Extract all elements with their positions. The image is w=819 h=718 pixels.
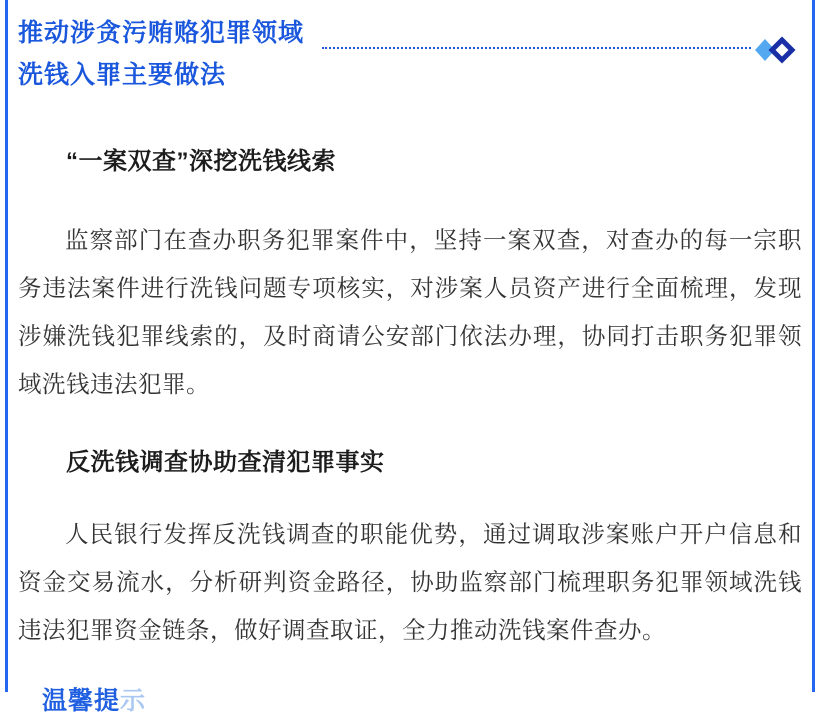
page-right-border [812, 0, 815, 692]
page-title-line2: 洗钱入罪主要做法 [18, 61, 227, 89]
dotted-divider [322, 47, 751, 49]
next-section-heading-accent: 示 [120, 687, 147, 715]
page-title-line1: 推动涉贪污贿赂犯罪领域 [18, 19, 305, 47]
subsection-heading-case-double-check: “一案双查”深挖洗钱线索 [66, 148, 336, 175]
next-section-heading-clipped [42, 684, 146, 718]
subsection-heading-aml-investigation: 反洗钱调查协助查清犯罪事实 [66, 449, 385, 476]
paragraph-supervision-departments: 监察部门在查办职务犯罪案件中，坚持一案双查，对查办的每一宗职务违法案件进行洗钱问题专项核实，对涉案人员资产进行全面梳理，发现涉嫌洗钱犯罪线索的，及时商请公安部门依法办理，协同打击职务犯罪领域洗钱违法犯罪。 [18, 227, 802, 397]
section-title-header [18, 12, 795, 96]
paragraph-peoples-bank: 人民银行发挥反洗钱调查的职能优势，通过调取涉案账户开户信息和资金交易流水，分析研判资金路径，协助监察部门梳理职务犯罪领域洗钱违法犯罪资金链条，做好调查取证，全力推动洗钱案件查办。 [18, 521, 802, 643]
page-left-border [5, 0, 8, 692]
next-section-heading-main: 温馨提 [42, 687, 121, 715]
page-title [18, 12, 304, 96]
diamond-decoration-icon [753, 36, 795, 69]
